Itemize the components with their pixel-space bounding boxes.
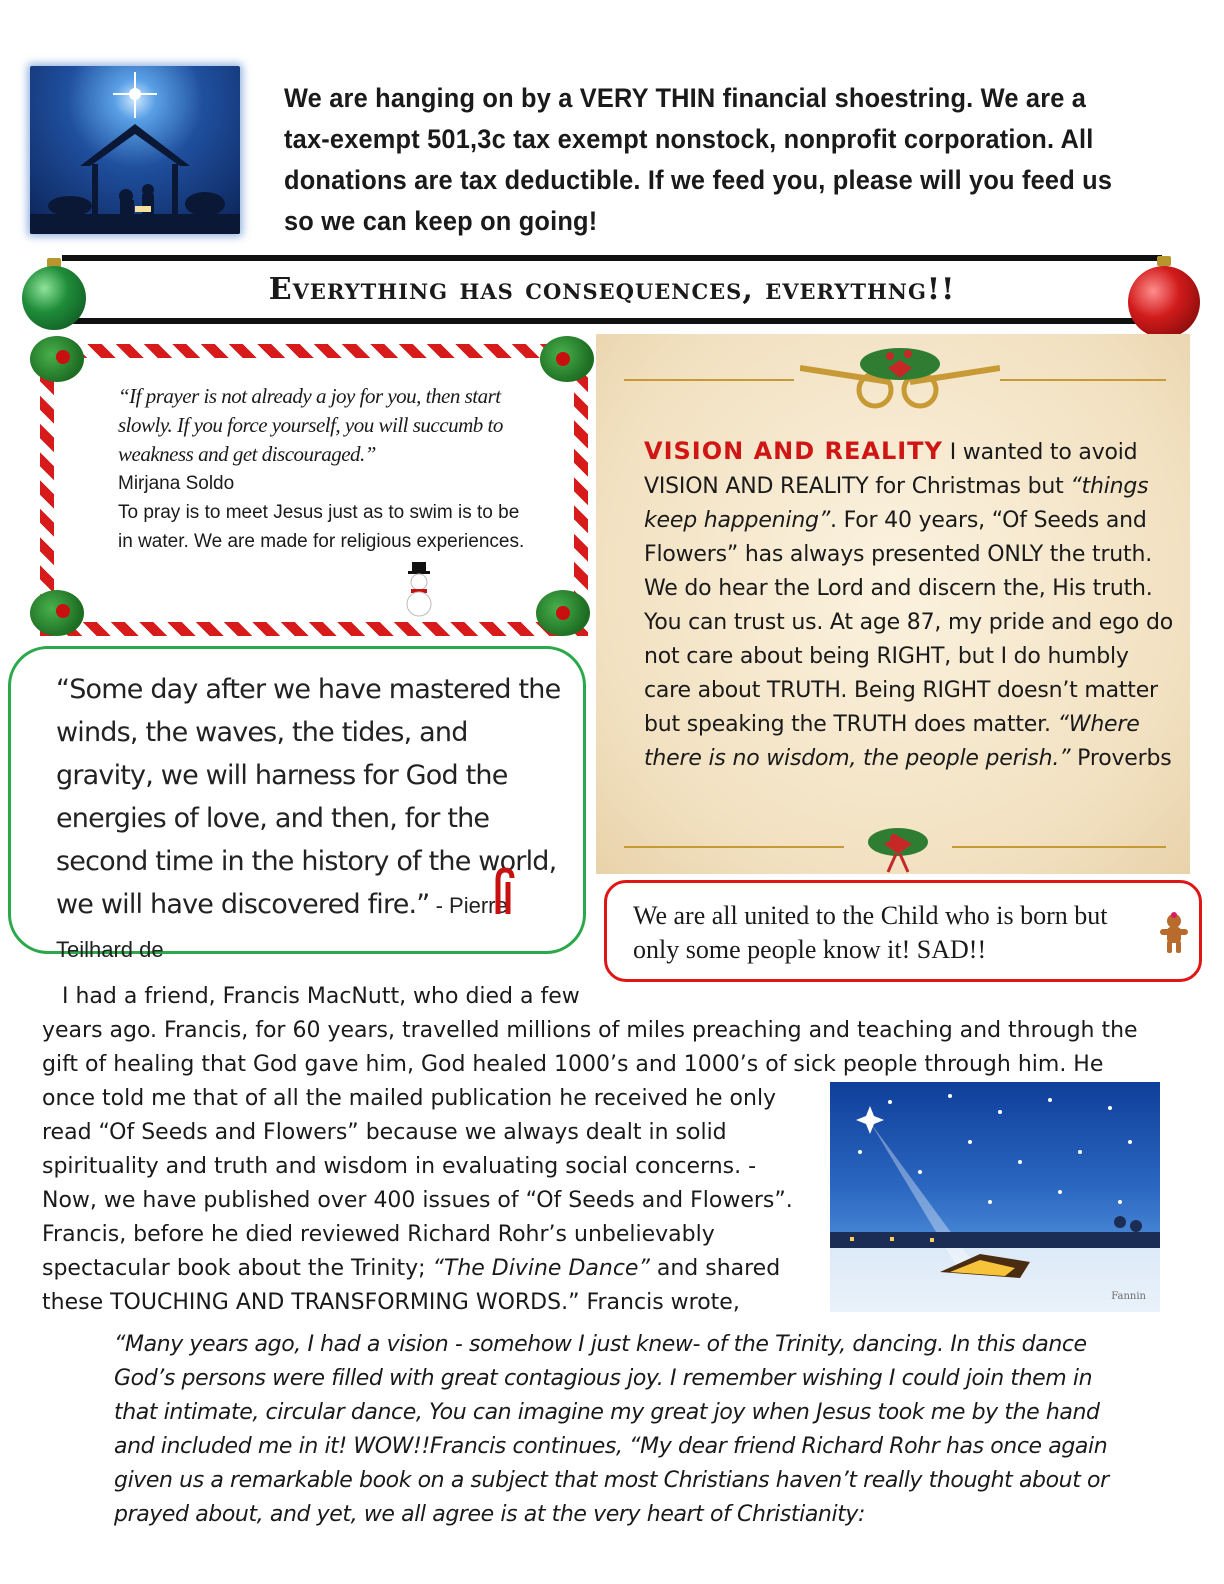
parchment-rule [1000, 379, 1166, 381]
red-ornament-icon [1128, 266, 1200, 338]
holly-bow-icon [858, 818, 938, 874]
candy-cane-icon [490, 866, 520, 916]
prayer-note: To pray is to meet Jesus just as to swim is to be in water. We are made for religious experiences. [118, 502, 525, 552]
holly-berry [556, 606, 570, 620]
teilhard-author: - Pierre Teilhard de [56, 893, 508, 962]
parchment-rule [624, 379, 794, 381]
banner-bottom-rule [62, 318, 1162, 324]
proverbs-quote: “Where there is no wisdom, the people perish.” [644, 712, 1140, 771]
body-line: read “Of Seeds and Flowers” because we always dealt in solid [42, 1120, 727, 1145]
body-line [42, 1252, 1172, 1286]
green-ornament-icon [22, 266, 86, 330]
vision-heading: VISION AND REALITY [644, 437, 943, 465]
body-fragment: spectacular book about the Trinity; [42, 1256, 433, 1281]
proverbs-source: Proverbs [1070, 746, 1172, 771]
article-body [42, 980, 1172, 1320]
painting-signature: Fannin [1111, 1291, 1146, 1302]
banner-title: Everything has consequences, everythng!! [268, 272, 956, 307]
body-line: I had a friend, Francis MacNutt, who died a few [62, 984, 580, 1009]
prayer-quote: “If prayer is not already a joy for you, then start slowly. If you force yourself, you will succumb to weakness and get discouraged.” [118, 384, 503, 466]
vision-body: . For 40 years, “Of Seeds and Flowers” has always presented ONLY the truth. We do hear the Lord and discern the, His truth. You can trust us. At age 87, my pride and ego do not care about being RIGHT, but I do humbly care about TRUTH. Being RIGHT doesn’t matter but speaking the TRUTH does matter. [644, 508, 1173, 737]
body-line: years ago. Francis, for 60 years, travelled millions of miles preaching and teaching and through the [42, 1018, 1138, 1043]
holly-berry [556, 352, 570, 366]
body-line: Now, we have published over 400 issues of “Of Seeds and Flowers”. [42, 1188, 793, 1213]
prayer-quote-block [118, 382, 528, 556]
body-line: Francis, before he died reviewed Richard Rohr’s unbelievably [42, 1222, 715, 1247]
donation-appeal: We are hanging on by a VERY THIN financial shoestring. We are a tax-exempt 501,3c tax exempt nonstock, nonprofit corporation. All donations are tax deductible. If we feed you, please will you feed us so we can keep on going! [284, 83, 1113, 236]
ornament-cap [1157, 256, 1171, 266]
teilhard-quote-block [56, 668, 561, 971]
christmas-horns-icon [800, 338, 1000, 418]
holly-berry [56, 604, 70, 618]
vision-italic-phrase: “things keep happening” [644, 474, 1149, 533]
united-child-text: We are all united to the Child who is born but only some people know it! SAD!! [633, 901, 1108, 964]
body-line: these TOUCHING AND TRANSFORMING WORDS.” Francis wrote, [42, 1290, 740, 1315]
nativity-image [30, 66, 240, 234]
teilhard-quote: “Some day after we have mastered the winds, the waves, the tides, and gravity, we will harness for God the energies of love, and then, for the second time in the history of the world, we will have discovered fire.” [56, 674, 561, 920]
body-line: spirituality and truth and wisdom in evaluating social concerns. - [42, 1154, 757, 1179]
holly-berry [56, 350, 70, 364]
vision-and-reality-text [644, 434, 1174, 776]
parchment-rule [624, 846, 844, 848]
parchment-rule [952, 846, 1166, 848]
vision-intro: I wanted to avoid VISION AND REALITY for Christmas but [644, 440, 1138, 499]
snowman-icon [404, 562, 434, 618]
banner-top-rule [62, 255, 1162, 261]
prayer-quote-author: Mirjana Soldo [118, 473, 235, 494]
book-title: “The Divine Dance” [432, 1256, 650, 1281]
body-fragment: and shared [649, 1256, 781, 1281]
francis-quote: “Many years ago, I had a vision - somehow I just knew- of the Trinity, dancing. In this dance God’s persons were filled with great contagious joy. I remember wishing I could join them in that intimate, circular dance, You can imagine my great joy when Jesus took me by the hand and included me in it! WOW!!Francis continues, “My dear friend Richard Rohr has once again given us a remarkable book on a subject that most Christians haven’t really thought about or prayed about, and yet, we all agree is at the very heart of Christianity: [114, 1332, 1109, 1527]
body-line: gift of healing that God gave him, God healed 1000’s and 1000’s of sick people through him. He [42, 1052, 1104, 1077]
gingerbread-icon [1158, 912, 1190, 954]
body-line: once told me that of all the mailed publication he received he only [42, 1086, 777, 1111]
